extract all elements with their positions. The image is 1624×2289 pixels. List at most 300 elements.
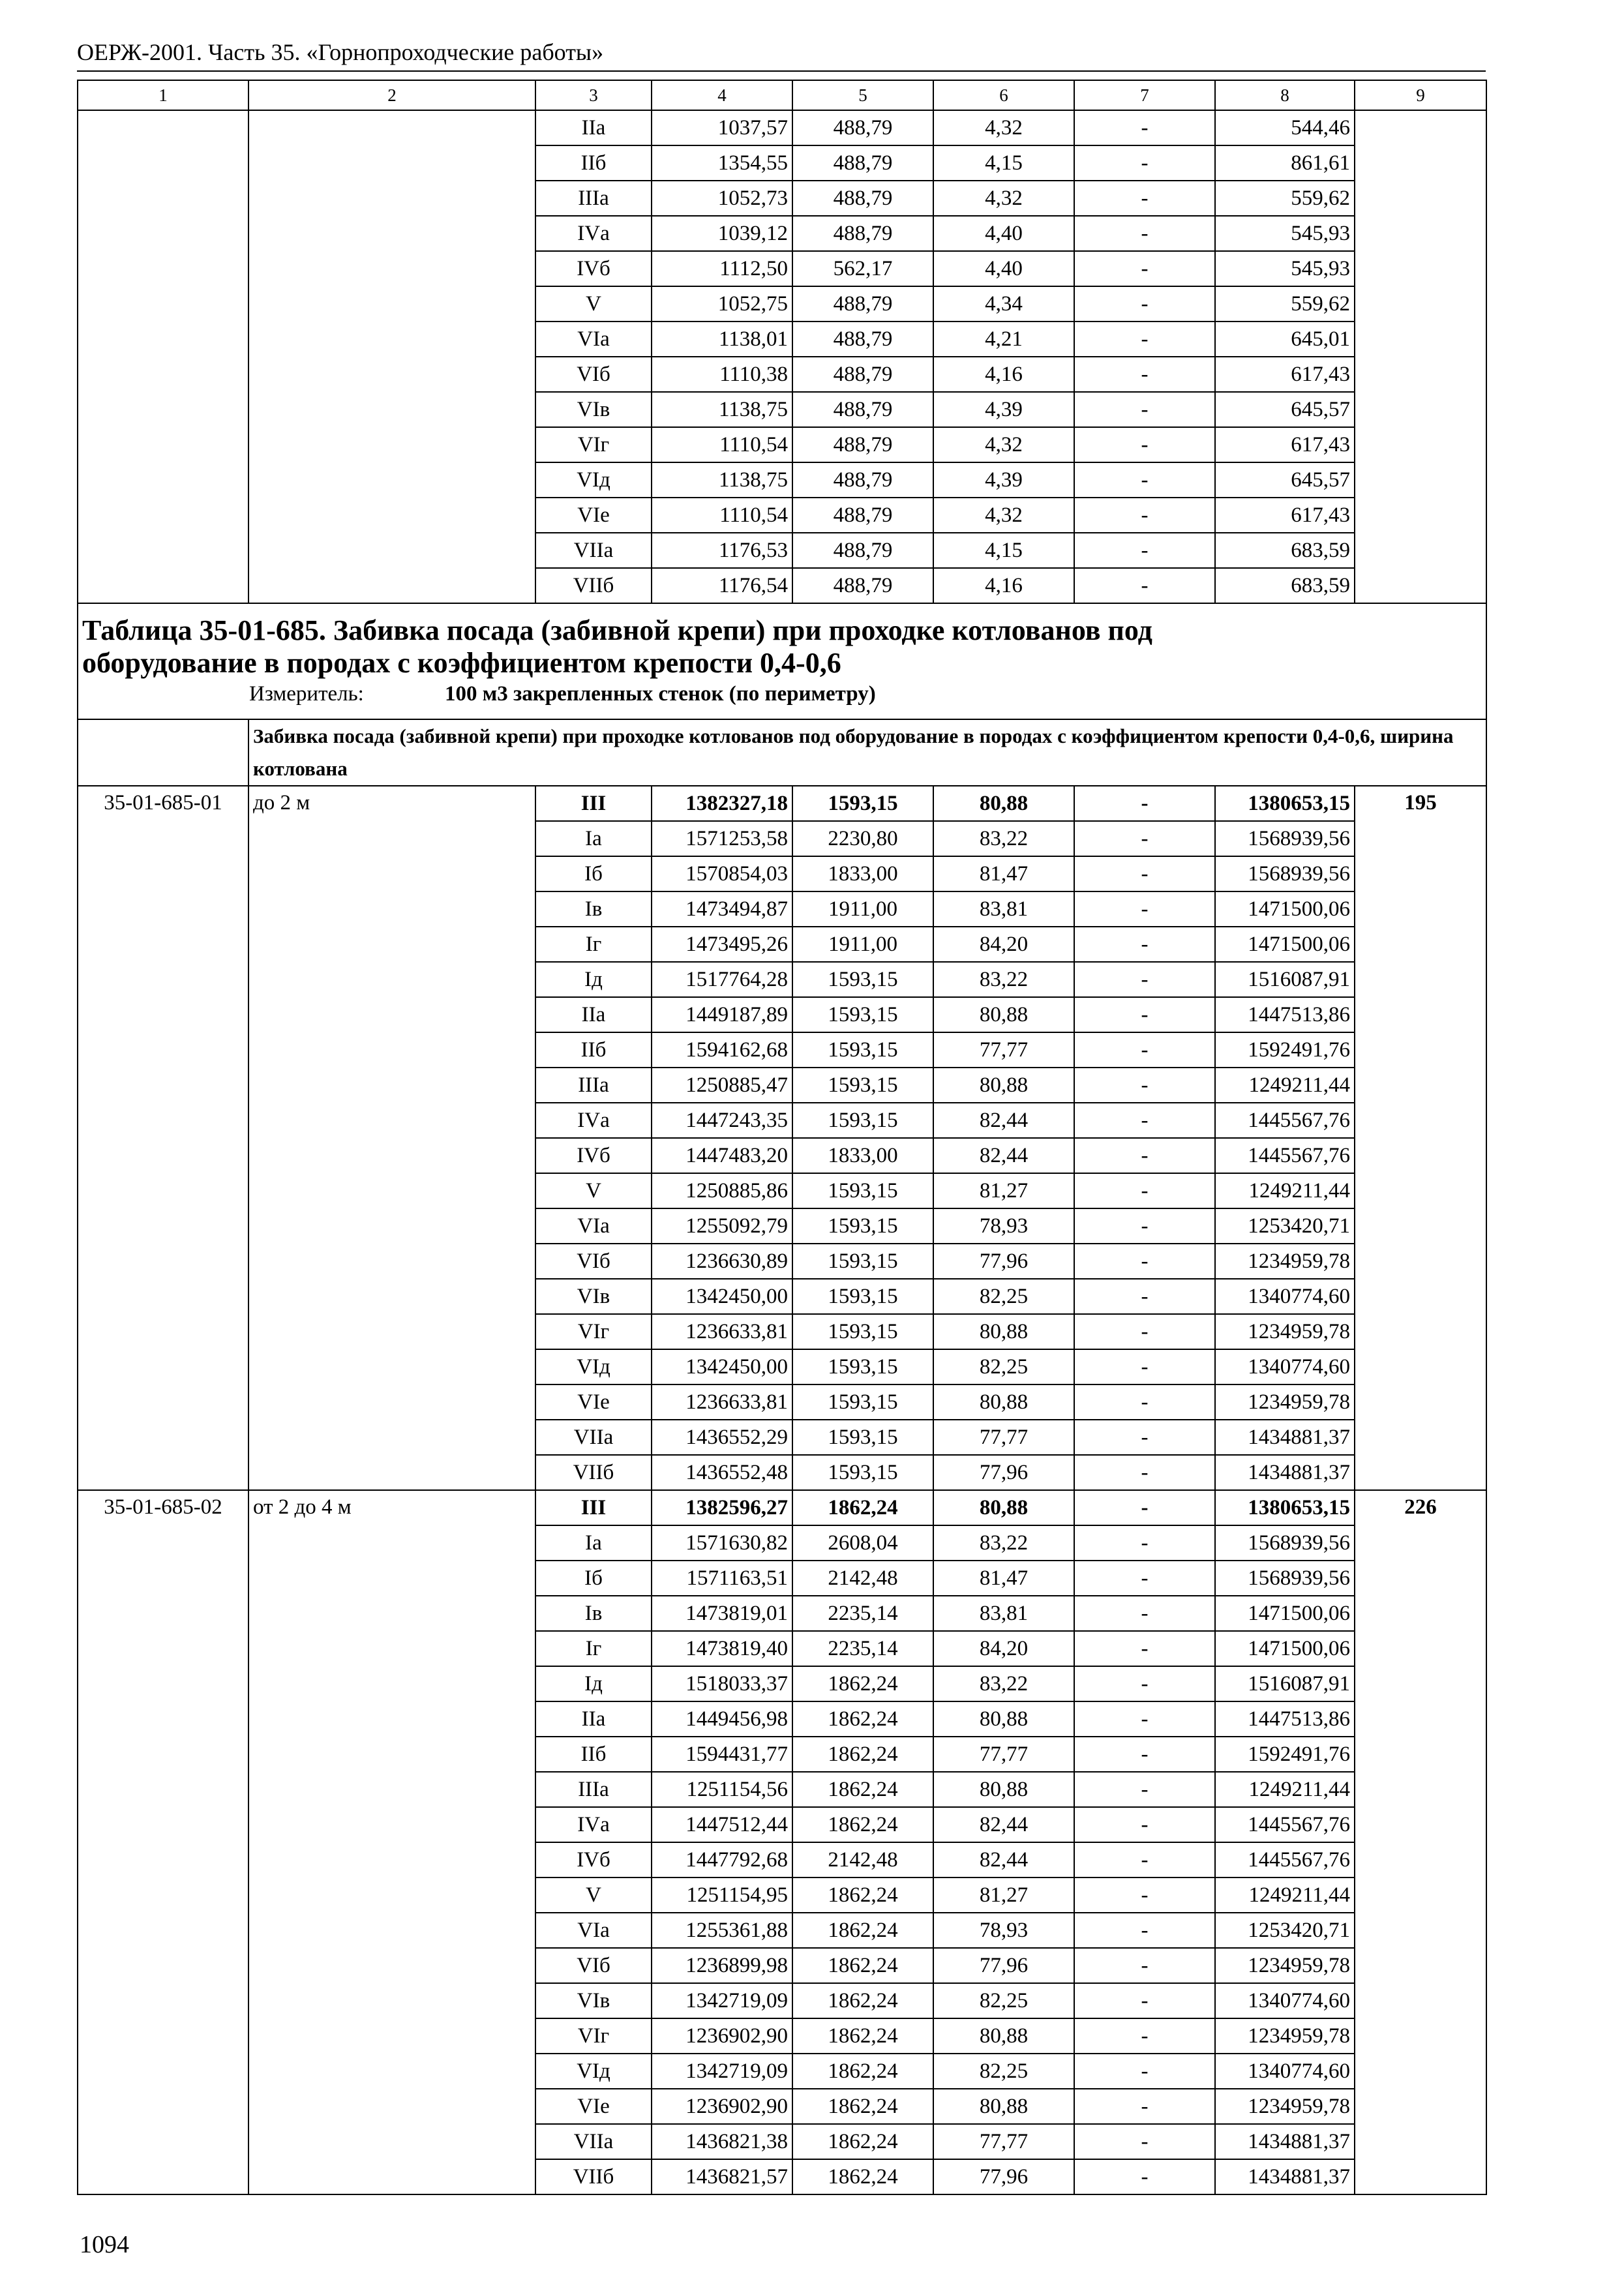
materials-cost: 1592491,76 — [1215, 1737, 1355, 1772]
rate-category: VIе — [535, 2089, 652, 2124]
rate-category: IIб — [535, 1032, 652, 1068]
materials-cost: 1516087,91 — [1215, 962, 1355, 997]
total-cost: 1039,12 — [652, 216, 792, 251]
machines-cost: 80,88 — [933, 1490, 1074, 1525]
total-cost: 1342719,09 — [652, 2054, 792, 2089]
materials-cost: 1380653,15 — [1215, 1490, 1355, 1525]
machines-cost: 83,22 — [933, 821, 1074, 856]
materials-cost: 544,46 — [1215, 110, 1355, 145]
rate-category: VIб — [535, 1244, 652, 1279]
materials-cost: 1340774,60 — [1215, 1349, 1355, 1384]
machines-cost: 80,88 — [933, 997, 1074, 1032]
description-row — [78, 719, 1486, 786]
wages: 1862,24 — [792, 2159, 933, 2194]
materials-cost: 1445567,76 — [1215, 1138, 1355, 1173]
machines-cost: 4,32 — [933, 181, 1074, 216]
total-cost: 1255092,79 — [652, 1208, 792, 1244]
materials-cost: 1447513,86 — [1215, 1701, 1355, 1737]
machines-cost: 77,77 — [933, 1737, 1074, 1772]
column-number: 4 — [652, 80, 792, 110]
column-number: 1 — [78, 80, 248, 110]
labor-cost: 226 — [1355, 1490, 1486, 2194]
materials-cost: 1434881,37 — [1215, 2159, 1355, 2194]
column-number: 3 — [535, 80, 652, 110]
machines-cost: 78,93 — [933, 1208, 1074, 1244]
rate-category: IIб — [535, 145, 652, 181]
total-cost: 1236633,81 — [652, 1384, 792, 1420]
driver-wages: - — [1074, 1314, 1215, 1349]
rate-category: V — [535, 1878, 652, 1913]
machines-cost: 82,44 — [933, 1842, 1074, 1878]
wages: 1593,15 — [792, 962, 933, 997]
driver-wages: - — [1074, 1138, 1215, 1173]
materials-cost: 1434881,37 — [1215, 1455, 1355, 1490]
description-spacer — [78, 719, 248, 786]
driver-wages: - — [1074, 1842, 1215, 1878]
driver-wages: - — [1074, 856, 1215, 891]
materials-cost: 1234959,78 — [1215, 2018, 1355, 2054]
wages: 488,79 — [792, 462, 933, 498]
column-number: 2 — [248, 80, 535, 110]
materials-cost: 1249211,44 — [1215, 1068, 1355, 1103]
rate-category: VIг — [535, 427, 652, 462]
rate-category: VIе — [535, 498, 652, 533]
materials-cost: 1568939,56 — [1215, 821, 1355, 856]
table-title-line: оборудование в породах с коэффициентом крепости 0,4-0,6 — [82, 647, 841, 679]
wages: 488,79 — [792, 145, 933, 181]
rate-category: VIв — [535, 1983, 652, 2018]
rate-category: IIIа — [535, 1772, 652, 1807]
rate-category: VIа — [535, 1208, 652, 1244]
machines-cost: 84,20 — [933, 1631, 1074, 1666]
rate-category: Iб — [535, 1561, 652, 1596]
materials-cost: 1471500,06 — [1215, 1596, 1355, 1631]
machines-cost: 84,20 — [933, 927, 1074, 962]
page-number: 1094 — [80, 2231, 129, 2258]
machines-cost: 81,47 — [933, 1561, 1074, 1596]
measure-unit-label: Измеритель: — [249, 682, 364, 706]
rate-category: Iв — [535, 891, 652, 927]
driver-wages: - — [1074, 1173, 1215, 1208]
driver-wages: - — [1074, 1032, 1215, 1068]
wages: 1593,15 — [792, 1455, 933, 1490]
materials-cost: 645,01 — [1215, 322, 1355, 357]
total-cost: 1594162,68 — [652, 1032, 792, 1068]
wages: 1862,24 — [792, 2089, 933, 2124]
machines-cost: 4,39 — [933, 462, 1074, 498]
rate-category: VIв — [535, 392, 652, 427]
total-cost: 1571163,51 — [652, 1561, 792, 1596]
wages: 1862,24 — [792, 2054, 933, 2089]
rate-category: Iг — [535, 1631, 652, 1666]
wages: 1911,00 — [792, 927, 933, 962]
driver-wages: - — [1074, 392, 1215, 427]
total-cost: 1447512,44 — [652, 1807, 792, 1842]
materials-cost: 683,59 — [1215, 568, 1355, 603]
materials-cost: 617,43 — [1215, 498, 1355, 533]
driver-wages: - — [1074, 1103, 1215, 1138]
total-cost: 1037,57 — [652, 110, 792, 145]
total-cost: 1250885,47 — [652, 1068, 792, 1103]
materials-cost: 1253420,71 — [1215, 1208, 1355, 1244]
wages: 1862,24 — [792, 1701, 933, 1737]
table-caption — [78, 603, 1486, 719]
machines-cost: 83,22 — [933, 1666, 1074, 1701]
driver-wages: - — [1074, 786, 1215, 821]
driver-wages: - — [1074, 2089, 1215, 2124]
materials-cost: 645,57 — [1215, 462, 1355, 498]
machines-cost: 80,88 — [933, 1701, 1074, 1737]
wages: 1862,24 — [792, 1490, 933, 1525]
driver-wages: - — [1074, 568, 1215, 603]
total-cost: 1436552,48 — [652, 1455, 792, 1490]
rate-category: VIIа — [535, 2124, 652, 2159]
labor-cost: 195 — [1355, 786, 1486, 1490]
total-cost: 1447243,35 — [652, 1103, 792, 1138]
total-cost: 1052,75 — [652, 286, 792, 322]
total-cost: 1138,01 — [652, 322, 792, 357]
rate-category: IIб — [535, 1737, 652, 1772]
machines-cost: 82,25 — [933, 1349, 1074, 1384]
materials-cost: 1380653,15 — [1215, 786, 1355, 821]
wages: 1833,00 — [792, 1138, 933, 1173]
driver-wages: - — [1074, 1596, 1215, 1631]
wages: 1593,15 — [792, 1244, 933, 1279]
total-cost: 1251154,95 — [652, 1878, 792, 1913]
continuation-last-cell — [1355, 110, 1486, 603]
driver-wages: - — [1074, 1666, 1215, 1701]
rate-category: VIв — [535, 1279, 652, 1314]
materials-cost: 861,61 — [1215, 145, 1355, 181]
machines-cost: 77,96 — [933, 2159, 1074, 2194]
table-row — [78, 786, 1486, 821]
rate-category: VIг — [535, 1314, 652, 1349]
materials-cost: 559,62 — [1215, 181, 1355, 216]
machines-cost: 4,39 — [933, 392, 1074, 427]
machines-cost: 4,16 — [933, 357, 1074, 392]
materials-cost: 1445567,76 — [1215, 1103, 1355, 1138]
wages: 1593,15 — [792, 1314, 933, 1349]
column-number-row — [78, 80, 1486, 110]
wages: 2142,48 — [792, 1561, 933, 1596]
wages: 2235,14 — [792, 1631, 933, 1666]
materials-cost: 1249211,44 — [1215, 1772, 1355, 1807]
machines-cost: 82,44 — [933, 1807, 1074, 1842]
driver-wages: - — [1074, 1455, 1215, 1490]
driver-wages: - — [1074, 1878, 1215, 1913]
rate-category: III — [535, 1490, 652, 1525]
wages: 562,17 — [792, 251, 933, 286]
measure-unit-row — [82, 680, 1482, 708]
rate-category: VIг — [535, 2018, 652, 2054]
driver-wages: - — [1074, 145, 1215, 181]
machines-cost: 4,40 — [933, 251, 1074, 286]
machines-cost: 82,44 — [933, 1138, 1074, 1173]
rate-category: IVа — [535, 216, 652, 251]
driver-wages: - — [1074, 533, 1215, 568]
measure-unit-value: 100 м3 закрепленных стенок (по периметру) — [445, 682, 876, 706]
rate-category: Iа — [535, 1525, 652, 1561]
machines-cost: 81,47 — [933, 856, 1074, 891]
driver-wages: - — [1074, 2054, 1215, 2089]
wages: 1862,24 — [792, 1807, 933, 1842]
table-title-line: Таблица 35-01-685. Забивка посада (забивной крепи) при проходке котлованов под — [82, 614, 1152, 646]
driver-wages: - — [1074, 251, 1215, 286]
rate-category: III — [535, 786, 652, 821]
total-cost: 1236630,89 — [652, 1244, 792, 1279]
driver-wages: - — [1074, 181, 1215, 216]
machines-cost: 77,77 — [933, 1032, 1074, 1068]
total-cost: 1236633,81 — [652, 1314, 792, 1349]
driver-wages: - — [1074, 110, 1215, 145]
materials-cost: 1340774,60 — [1215, 2054, 1355, 2089]
materials-cost: 1445567,76 — [1215, 1842, 1355, 1878]
machines-cost: 83,81 — [933, 1596, 1074, 1631]
rate-category: VIа — [535, 1913, 652, 1948]
driver-wages: - — [1074, 357, 1215, 392]
machines-cost: 4,34 — [933, 286, 1074, 322]
machines-cost: 80,88 — [933, 1772, 1074, 1807]
driver-wages: - — [1074, 216, 1215, 251]
total-cost: 1570854,03 — [652, 856, 792, 891]
total-cost: 1382596,27 — [652, 1490, 792, 1525]
driver-wages: - — [1074, 962, 1215, 997]
column-number: 6 — [933, 80, 1074, 110]
column-number: 8 — [1215, 80, 1355, 110]
machines-cost: 80,88 — [933, 2089, 1074, 2124]
machines-cost: 77,77 — [933, 1420, 1074, 1455]
rate-category: IIа — [535, 1701, 652, 1737]
driver-wages: - — [1074, 891, 1215, 927]
materials-cost: 617,43 — [1215, 427, 1355, 462]
rate-category: VIд — [535, 2054, 652, 2089]
rate-category: V — [535, 1173, 652, 1208]
wages: 1862,24 — [792, 1737, 933, 1772]
wages: 1593,15 — [792, 1384, 933, 1420]
driver-wages: - — [1074, 1384, 1215, 1420]
total-cost: 1436552,29 — [652, 1420, 792, 1455]
driver-wages: - — [1074, 927, 1215, 962]
machines-cost: 77,96 — [933, 1948, 1074, 1983]
materials-cost: 683,59 — [1215, 533, 1355, 568]
rate-category: IVб — [535, 1138, 652, 1173]
wages: 1862,24 — [792, 1913, 933, 1948]
total-cost: 1052,73 — [652, 181, 792, 216]
driver-wages: - — [1074, 1068, 1215, 1103]
total-cost: 1447792,68 — [652, 1842, 792, 1878]
machines-cost: 83,22 — [933, 962, 1074, 997]
rate-category: IVа — [535, 1103, 652, 1138]
wages: 1593,15 — [792, 1068, 933, 1103]
total-cost: 1473494,87 — [652, 891, 792, 927]
materials-cost: 645,57 — [1215, 392, 1355, 427]
driver-wages: - — [1074, 1913, 1215, 1948]
materials-cost: 1445567,76 — [1215, 1807, 1355, 1842]
wages: 2230,80 — [792, 821, 933, 856]
wages: 2235,14 — [792, 1596, 933, 1631]
wages: 488,79 — [792, 427, 933, 462]
materials-cost: 559,62 — [1215, 286, 1355, 322]
driver-wages: - — [1074, 1701, 1215, 1737]
table-caption-row — [78, 603, 1486, 719]
driver-wages: - — [1074, 2124, 1215, 2159]
driver-wages: - — [1074, 1279, 1215, 1314]
rate-category: VIIа — [535, 533, 652, 568]
materials-cost: 1434881,37 — [1215, 1420, 1355, 1455]
machines-cost: 77,77 — [933, 2124, 1074, 2159]
wages: 1862,24 — [792, 1878, 933, 1913]
rate-category: VIб — [535, 357, 652, 392]
wages: 488,79 — [792, 286, 933, 322]
driver-wages: - — [1074, 1490, 1215, 1525]
wages: 1593,15 — [792, 1420, 933, 1455]
rate-category: Iб — [535, 856, 652, 891]
machines-cost: 77,96 — [933, 1244, 1074, 1279]
total-cost: 1473819,01 — [652, 1596, 792, 1631]
total-cost: 1110,54 — [652, 427, 792, 462]
driver-wages: - — [1074, 1244, 1215, 1279]
total-cost: 1447483,20 — [652, 1138, 792, 1173]
total-cost: 1251154,56 — [652, 1772, 792, 1807]
driver-wages: - — [1074, 1983, 1215, 2018]
driver-wages: - — [1074, 997, 1215, 1032]
total-cost: 1449187,89 — [652, 997, 792, 1032]
rate-category: VIб — [535, 1948, 652, 1983]
machines-cost: 4,32 — [933, 110, 1074, 145]
materials-cost: 1471500,06 — [1215, 891, 1355, 927]
machines-cost: 83,81 — [933, 891, 1074, 927]
wages: 1593,15 — [792, 1103, 933, 1138]
rate-category: IVб — [535, 1842, 652, 1878]
total-cost: 1255361,88 — [652, 1913, 792, 1948]
wages: 1593,15 — [792, 1173, 933, 1208]
wages: 2142,48 — [792, 1842, 933, 1878]
wages: 488,79 — [792, 216, 933, 251]
driver-wages: - — [1074, 498, 1215, 533]
total-cost: 1473819,40 — [652, 1631, 792, 1666]
total-cost: 1250885,86 — [652, 1173, 792, 1208]
machines-cost: 4,21 — [933, 322, 1074, 357]
machines-cost: 77,96 — [933, 1455, 1074, 1490]
wages: 1862,24 — [792, 1983, 933, 2018]
driver-wages: - — [1074, 2159, 1215, 2194]
rate-category: VIд — [535, 1349, 652, 1384]
machines-cost: 81,27 — [933, 1173, 1074, 1208]
machines-cost: 82,25 — [933, 2054, 1074, 2089]
materials-cost: 1568939,56 — [1215, 1525, 1355, 1561]
wages: 1833,00 — [792, 856, 933, 891]
machines-cost: 4,16 — [933, 568, 1074, 603]
total-cost: 1236902,90 — [652, 2089, 792, 2124]
total-cost: 1594431,77 — [652, 1737, 792, 1772]
machines-cost: 4,32 — [933, 498, 1074, 533]
wages: 488,79 — [792, 110, 933, 145]
rate-category: VIа — [535, 322, 652, 357]
wages: 488,79 — [792, 181, 933, 216]
wages: 488,79 — [792, 322, 933, 357]
materials-cost: 1253420,71 — [1215, 1913, 1355, 1948]
table-row — [78, 1490, 1486, 1525]
driver-wages: - — [1074, 1420, 1215, 1455]
total-cost: 1342719,09 — [652, 1983, 792, 2018]
wages: 488,79 — [792, 568, 933, 603]
column-number: 9 — [1355, 80, 1486, 110]
total-cost: 1176,54 — [652, 568, 792, 603]
driver-wages: - — [1074, 286, 1215, 322]
wages: 1593,15 — [792, 1208, 933, 1244]
total-cost: 1473495,26 — [652, 927, 792, 962]
machines-cost: 83,22 — [933, 1525, 1074, 1561]
materials-cost: 1447513,86 — [1215, 997, 1355, 1032]
rate-category: VIе — [535, 1384, 652, 1420]
materials-cost: 1340774,60 — [1215, 1983, 1355, 2018]
total-cost: 1518033,37 — [652, 1666, 792, 1701]
driver-wages: - — [1074, 427, 1215, 462]
driver-wages: - — [1074, 462, 1215, 498]
continuation-width-cell — [248, 110, 535, 603]
materials-cost: 1249211,44 — [1215, 1878, 1355, 1913]
wages: 488,79 — [792, 498, 933, 533]
total-cost: 1354,55 — [652, 145, 792, 181]
machines-cost: 4,32 — [933, 427, 1074, 462]
wages: 1593,15 — [792, 1279, 933, 1314]
total-cost: 1112,50 — [652, 251, 792, 286]
total-cost: 1138,75 — [652, 462, 792, 498]
total-cost: 1571630,82 — [652, 1525, 792, 1561]
materials-cost: 1568939,56 — [1215, 856, 1355, 891]
materials-cost: 617,43 — [1215, 357, 1355, 392]
materials-cost: 1249211,44 — [1215, 1173, 1355, 1208]
driver-wages: - — [1074, 1807, 1215, 1842]
driver-wages: - — [1074, 2018, 1215, 2054]
rate-category: IVа — [535, 1807, 652, 1842]
materials-cost: 1234959,78 — [1215, 1244, 1355, 1279]
machines-cost: 80,88 — [933, 1314, 1074, 1349]
rate-category: IVб — [535, 251, 652, 286]
driver-wages: - — [1074, 1349, 1215, 1384]
total-cost: 1236899,98 — [652, 1948, 792, 1983]
rate-category: VIIа — [535, 1420, 652, 1455]
rate-category: Iд — [535, 962, 652, 997]
continuation-code-cell — [78, 110, 248, 603]
wages: 1593,15 — [792, 1032, 933, 1068]
column-number: 5 — [792, 80, 933, 110]
rate-category: Iв — [535, 1596, 652, 1631]
total-cost: 1382327,18 — [652, 786, 792, 821]
machines-cost: 4,15 — [933, 533, 1074, 568]
rate-category: IIIа — [535, 1068, 652, 1103]
total-cost: 1138,75 — [652, 392, 792, 427]
materials-cost: 1340774,60 — [1215, 1279, 1355, 1314]
page-header: ОЕРЖ-2001. Часть 35. «Горнопроходческие работы» — [77, 37, 1486, 72]
materials-cost: 1234959,78 — [1215, 2089, 1355, 2124]
total-cost: 1436821,57 — [652, 2159, 792, 2194]
driver-wages: - — [1074, 1631, 1215, 1666]
machines-cost: 81,27 — [933, 1878, 1074, 1913]
rate-category: Iа — [535, 821, 652, 856]
machines-cost: 80,88 — [933, 1384, 1074, 1420]
total-cost: 1110,54 — [652, 498, 792, 533]
wages: 1593,15 — [792, 786, 933, 821]
pit-width: до 2 м — [248, 786, 535, 1490]
column-number: 7 — [1074, 80, 1215, 110]
table-row — [78, 110, 1486, 145]
rate-code: 35-01-685-01 — [78, 786, 248, 1490]
driver-wages: - — [1074, 1772, 1215, 1807]
wages: 1593,15 — [792, 1349, 933, 1384]
total-cost: 1449456,98 — [652, 1701, 792, 1737]
rate-category: VIд — [535, 462, 652, 498]
